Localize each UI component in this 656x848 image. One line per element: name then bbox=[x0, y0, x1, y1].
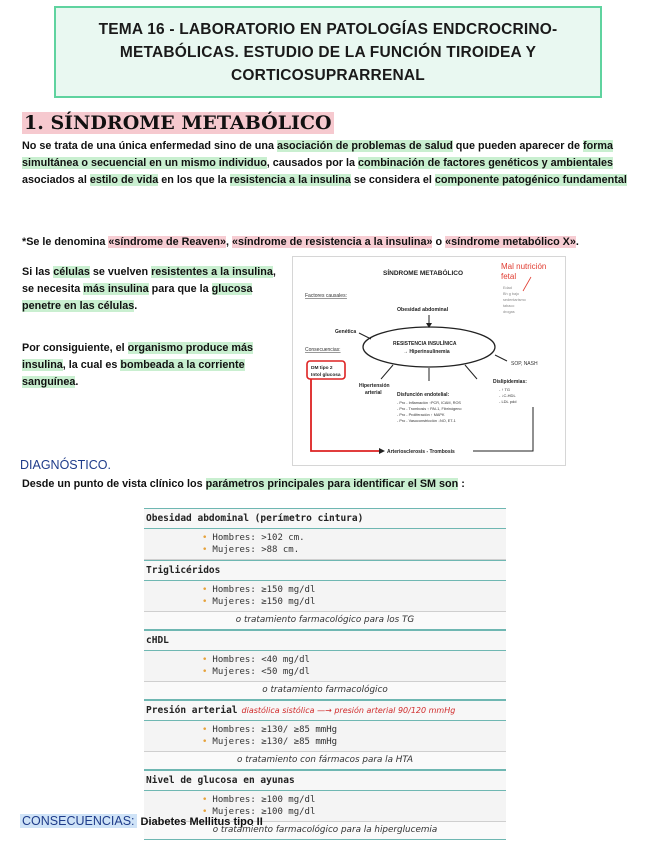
diagram-dislip-item: - LDL pdd bbox=[499, 399, 517, 404]
table-cell: Mujeres: ≥100 mg/dl bbox=[212, 807, 316, 817]
bullet-icon: • bbox=[202, 667, 208, 677]
text: : bbox=[458, 478, 465, 490]
diagram-dm: DM tipo 2 bbox=[311, 366, 333, 371]
text: se vuelven bbox=[89, 266, 152, 278]
table-row bbox=[144, 581, 506, 612]
table-row bbox=[144, 721, 506, 752]
table-header-text: Presión arterial bbox=[146, 705, 238, 716]
diagram-mal-item: tabaco bbox=[503, 304, 515, 308]
text: Desde un punto de vista clínico los bbox=[22, 478, 206, 490]
diagram-center2: → Hiperinsulinemia bbox=[403, 349, 450, 355]
title-line-2: METABÓLICAS. ESTUDIO DE LA FUNCIÓN TIROIDEA Y bbox=[119, 43, 537, 61]
diagram-mal-item: sedentarismo bbox=[503, 298, 526, 302]
text: para que la bbox=[148, 283, 212, 295]
highlight: «síndrome metabólico X» bbox=[445, 236, 576, 248]
text: . bbox=[134, 300, 138, 312]
table-cell: Mujeres: >88 cm. bbox=[212, 545, 300, 555]
diagram-mal1: Mal nutrición bbox=[501, 262, 547, 271]
highlight: asociación de problemas de salud bbox=[277, 140, 453, 152]
arrow-dis bbox=[465, 365, 477, 379]
text: Si las bbox=[22, 266, 54, 278]
table-note: o tratamiento farmacológico bbox=[144, 682, 506, 700]
diagram-dm2: Intol glucosa bbox=[311, 373, 341, 378]
diagram-dis-item: - Pro - Proliferación ↑ MAPK bbox=[397, 413, 445, 417]
highlight: combinación de factores genéticos y ambientales bbox=[358, 157, 614, 169]
bullet-icon: • bbox=[202, 533, 208, 543]
arrow-hta bbox=[381, 365, 393, 379]
diagram-dislip-item: - ↑ TG bbox=[499, 387, 511, 392]
table-header-glucosa: Nivel de glucosa en ayunas bbox=[144, 770, 506, 791]
criteria-table bbox=[144, 508, 506, 840]
paragraph-resistance bbox=[22, 264, 286, 315]
table-note: o tratamiento farmacológico para la hiperglucemia bbox=[144, 822, 506, 840]
table-cell: Hombres: ≥150 mg/dl bbox=[212, 585, 316, 595]
table-cell: Hombres: ≥100 mg/dl bbox=[212, 795, 316, 805]
diagram-mal-item: Edad bbox=[503, 286, 512, 290]
diagram-center-ellipse bbox=[363, 327, 495, 367]
bullet-icon: • bbox=[202, 725, 208, 735]
diagram-svg bbox=[293, 257, 565, 465]
table-cell: Hombres: ≥130/ ≥85 mmHg bbox=[212, 725, 338, 735]
table-cell: Mujeres: <50 mg/dl bbox=[212, 667, 310, 677]
text: o bbox=[432, 236, 446, 248]
highlight: «síndrome de resistencia a la insulina» bbox=[232, 236, 433, 248]
diagram-dis-item: - Pro - Vasoconstricción ↓NO, ET-1 bbox=[397, 419, 456, 423]
diagram-genetica: Genética bbox=[335, 329, 357, 335]
diagram-mal-item: Bh g bajo bbox=[503, 292, 520, 296]
table-row bbox=[144, 651, 506, 682]
text: , bbox=[226, 236, 233, 248]
text: se considera el bbox=[350, 174, 435, 186]
diagram-dis-item: - Pro - Trombosis ↑ PAI-1, Fibrinógeno bbox=[397, 407, 462, 411]
highlight: células bbox=[53, 266, 90, 278]
text: , causados por la bbox=[266, 157, 359, 169]
bullet-icon: • bbox=[202, 737, 208, 747]
arrow-sop bbox=[495, 355, 507, 361]
diagram-mal2: fetal bbox=[501, 272, 517, 281]
diagram-title: SÍNDROME METABÓLICO bbox=[383, 270, 464, 277]
highlight: componente patogénico fundamental bbox=[434, 174, 627, 186]
title-line-1: TEMA 16 - LABORATORIO EN PATOLOGÍAS ENDCROCRINO- bbox=[98, 20, 558, 38]
consecuencias bbox=[20, 814, 263, 828]
diagram-center1: RESISTENCIA INSULÍNICA bbox=[393, 341, 457, 347]
highlight: resistencia a la insulina bbox=[229, 174, 351, 186]
diagram-dislip: Dislipidemias: bbox=[493, 379, 527, 385]
table-note: o tratamiento farmacológico para los TG bbox=[144, 612, 506, 630]
highlight: resistentes a la insulina bbox=[151, 266, 273, 278]
diagram-hta2: arterial bbox=[365, 390, 382, 396]
text: Por consiguiente, el bbox=[22, 342, 128, 354]
highlight: organismo produce más insulina bbox=[22, 342, 253, 371]
diagnostico-heading: DIAGNÓSTICO. bbox=[20, 458, 111, 472]
table-note: o tratamiento con fármacos para la HTA bbox=[144, 752, 506, 770]
table-header-pa bbox=[144, 700, 506, 721]
bullet-icon: • bbox=[202, 807, 208, 817]
table-row bbox=[144, 529, 506, 560]
text: . bbox=[75, 376, 79, 388]
table-cell: Mujeres: ≥150 mg/dl bbox=[212, 597, 316, 607]
text: asociados al bbox=[22, 174, 90, 186]
bullet-icon: • bbox=[202, 545, 208, 555]
diagram-disfuncion: Disfunción endotelial: bbox=[397, 392, 450, 398]
table-header-tg: Triglicéridos bbox=[144, 560, 506, 581]
diagnostico-subtitle bbox=[22, 476, 642, 493]
title-line-3: CORTICOSUPRARRENAL bbox=[231, 66, 425, 84]
highlight: «síndrome de Reaven» bbox=[108, 236, 227, 248]
bullet-icon: • bbox=[202, 597, 208, 607]
red-arrow bbox=[523, 277, 531, 291]
text: . bbox=[575, 236, 579, 248]
highlight: forma simultánea o secuencial en un mismo individuo bbox=[22, 140, 614, 169]
title-box bbox=[54, 6, 602, 98]
highlight: glucosa bbox=[211, 283, 253, 295]
consecuencias-value: Diabetes Mellitus tipo II bbox=[140, 816, 263, 828]
diagram-dislip-item: - ↓C-HDL bbox=[499, 393, 516, 398]
table-header-obesidad: Obesidad abdominal (perímetro cintura) bbox=[144, 508, 506, 529]
highlight: bombeada a la corriente sanguínea bbox=[22, 359, 245, 388]
diagram-mal-item: drogas bbox=[503, 310, 515, 314]
black-connector bbox=[473, 407, 533, 451]
diagram-consecuencias: Consecuencias: bbox=[305, 347, 341, 353]
bullet-icon: • bbox=[202, 655, 208, 665]
table-header-hdl: cHDL bbox=[144, 630, 506, 651]
diagram-hta1: Hipertensión bbox=[359, 383, 390, 389]
table-cell: Hombres: <40 mg/dl bbox=[212, 655, 310, 665]
arrowhead-athero bbox=[379, 448, 385, 454]
highlight: más insulina bbox=[83, 283, 149, 295]
text: , se necesita bbox=[22, 266, 276, 295]
diagram-factores: Factores causales: bbox=[305, 293, 347, 299]
handwritten-note: diastólica sistólica —→ presión arterial 90/120 mmHg bbox=[241, 706, 456, 715]
section-heading bbox=[22, 112, 334, 134]
text: , la cual es bbox=[62, 359, 121, 371]
text: No se trata de una única enfermedad sino de una bbox=[22, 140, 277, 152]
diagram-dis-item: - Pro - Inflamación ↑PCR, ICAM, ROS bbox=[397, 401, 461, 405]
text: en los que la bbox=[158, 174, 230, 186]
bullet-icon: • bbox=[202, 795, 208, 805]
paragraph-names bbox=[22, 234, 642, 251]
diagram-obesidad: Obesidad abdominal bbox=[397, 307, 449, 313]
diagram-athero: Arteriosclerosis - Trombosis bbox=[387, 449, 455, 455]
highlight: estilo de vida bbox=[89, 174, 159, 186]
consecuencias-heading: CONSECUENCIAS: bbox=[22, 814, 135, 828]
paragraph-definition bbox=[22, 138, 642, 189]
bullet-icon: • bbox=[202, 585, 208, 595]
highlight: penetre en las células bbox=[22, 300, 135, 312]
table-cell: Hombres: >102 cm. bbox=[212, 533, 305, 543]
highlight: parámetros principales para identificar el SM son bbox=[205, 478, 459, 490]
metabolic-syndrome-diagram bbox=[292, 256, 566, 466]
text: *Se le denomina bbox=[22, 236, 109, 248]
section-heading-text: 1. SÍNDROME METABÓLICO bbox=[24, 112, 332, 134]
table-cell: Mujeres: ≥130/ ≥85 mmHg bbox=[212, 737, 338, 747]
diagram-sop: SOP, NASH bbox=[511, 361, 538, 367]
text: que pueden aparecer de bbox=[452, 140, 584, 152]
paragraph-consequence bbox=[22, 340, 286, 391]
